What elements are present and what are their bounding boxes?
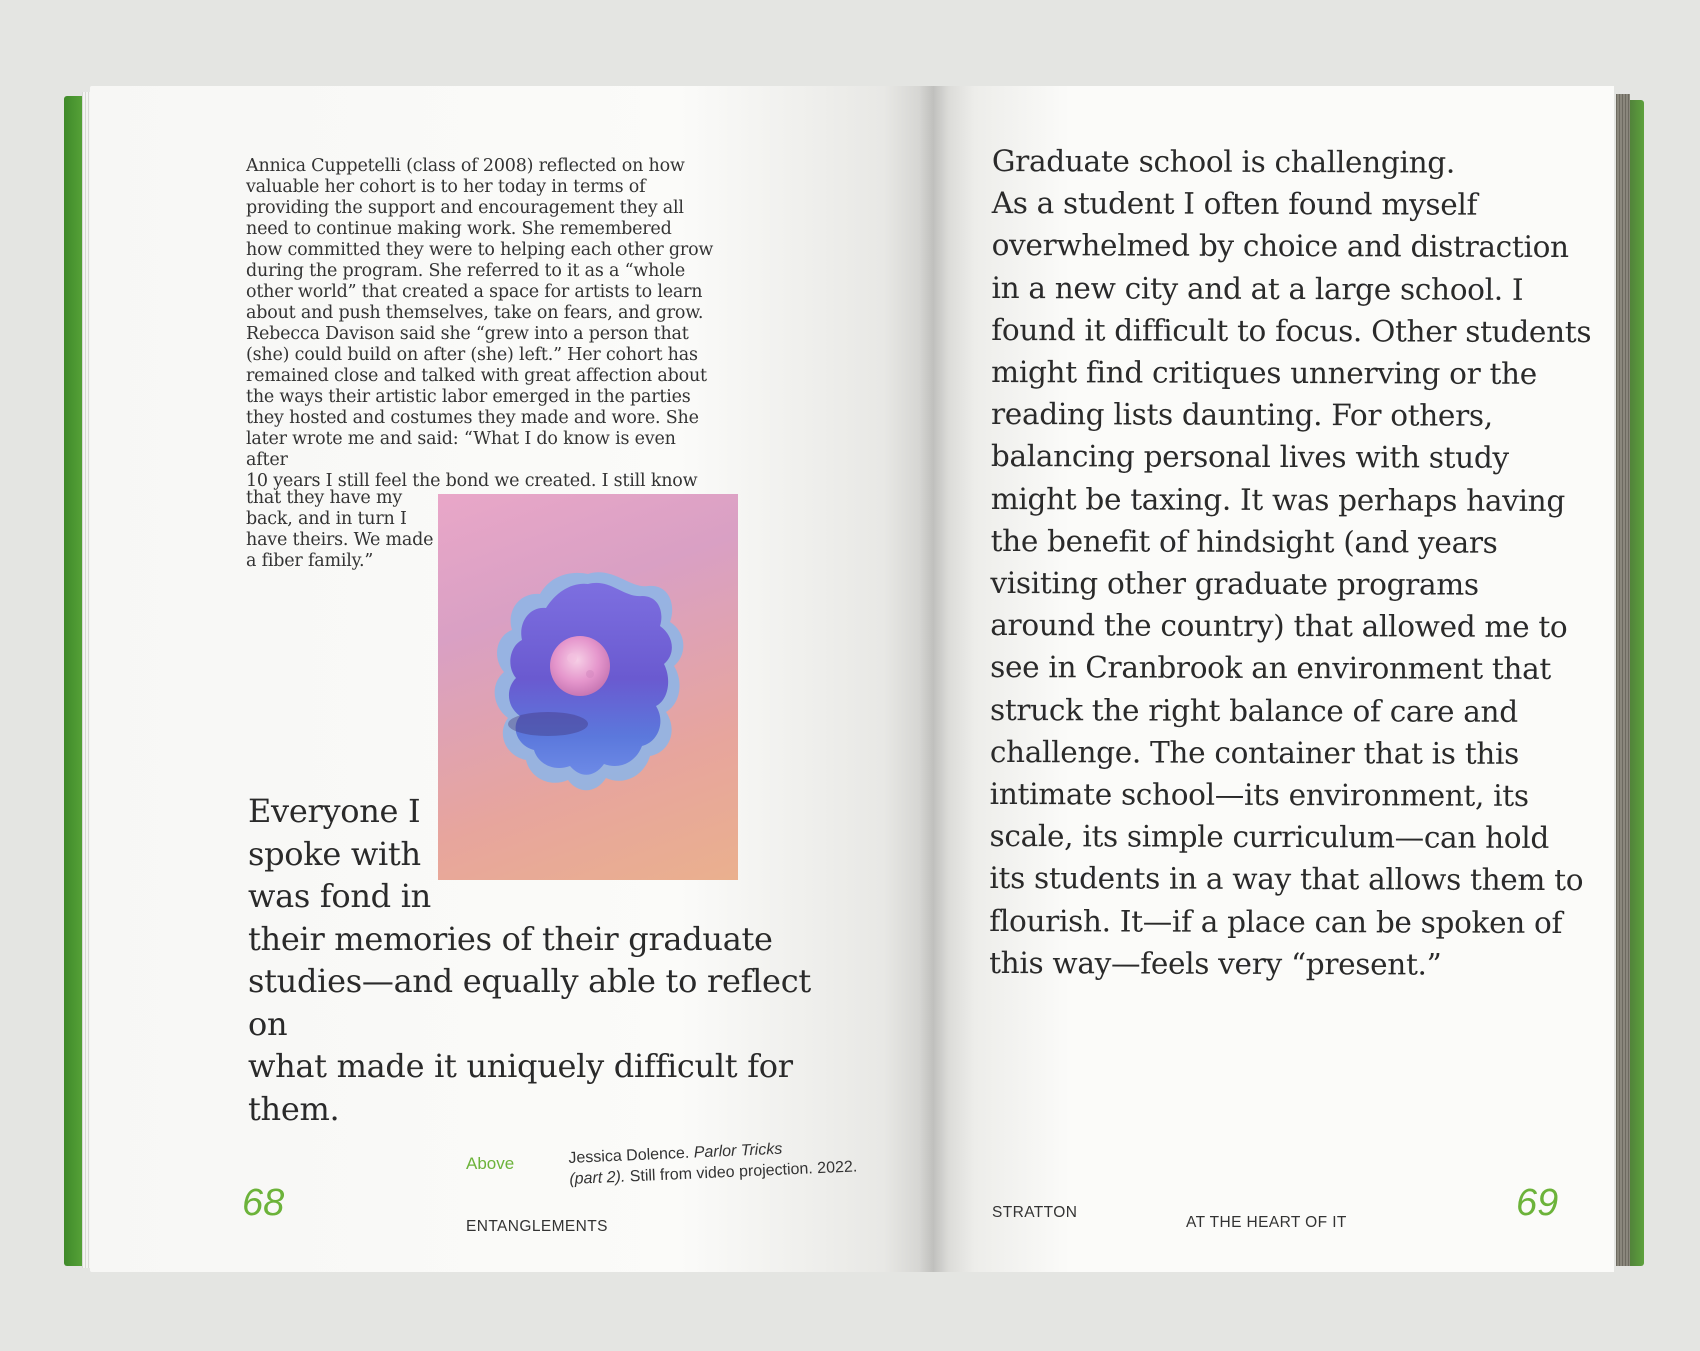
text-line: found it difficult to focus. Other students xyxy=(991,312,1592,349)
caption-title-part: (part 2). xyxy=(569,1168,626,1188)
text-line: spoke with xyxy=(248,834,421,873)
text-line: flourish. It—if a place can be spoken of xyxy=(989,903,1563,940)
running-head-right: AT THE HEART OF IT xyxy=(1186,1214,1347,1231)
text-line: (she) could build on after (she) left.” Her cohort has xyxy=(246,345,698,365)
text-line: struck the right balance of care and xyxy=(989,692,1518,729)
text-line: that they have my xyxy=(246,488,403,508)
text-line: challenge. The container that is this xyxy=(989,734,1520,771)
text-line: other world” that created a space for artists to learn xyxy=(246,282,703,302)
text-line: Rebecca Davison said she “grew into a person that xyxy=(246,324,689,344)
page-68 xyxy=(90,86,934,1272)
text-line: As a student I often found myself xyxy=(991,186,1478,222)
text-line: overwhelmed by choice and distraction xyxy=(991,228,1569,265)
text-line: Graduate school is challenging. xyxy=(991,143,1456,180)
text-line: intimate school—its environment, its xyxy=(989,777,1529,813)
text-line: might be taxing. It was perhaps having xyxy=(990,481,1566,518)
text-line: Everyone I xyxy=(248,792,421,830)
text-line: in a new city and at a large school. I xyxy=(991,270,1524,307)
image-caption xyxy=(568,1134,900,1190)
caption-label: Above xyxy=(466,1154,515,1173)
text-line: during the program. She referred to it as a “whole xyxy=(246,261,686,281)
text-line: see in Cranbrook an environment that xyxy=(990,650,1552,687)
pull-quote xyxy=(248,790,848,1130)
text-line: balancing personal lives with study xyxy=(990,439,1509,476)
text-line: how committed they were to helping each other grow xyxy=(246,240,714,260)
running-head-left: ENTANGLEMENTS xyxy=(466,1218,608,1235)
left-body-text xyxy=(246,156,716,492)
right-body-text xyxy=(989,140,1592,986)
text-line: their memories of their graduate xyxy=(248,919,773,958)
text-line: they hosted and costumes they made and wore. She xyxy=(246,408,699,428)
page-number-left: 68 xyxy=(242,1182,285,1224)
text-line: providing the support and encouragement they all xyxy=(246,198,684,218)
page-stack-right xyxy=(1616,94,1630,1266)
text-line: about and push themselves, take on fears, and grow. xyxy=(246,303,704,323)
text-line: studies—and equally able to reflect on xyxy=(248,962,811,1043)
page-number-right: 69 xyxy=(1516,1182,1559,1224)
running-author: STRATTON xyxy=(992,1204,1078,1221)
text-line: scale, its simple curriculum—can hold xyxy=(989,819,1550,856)
caption-artist: Jessica Dolence. xyxy=(568,1144,690,1167)
text-line: visiting other graduate programs xyxy=(990,566,1479,602)
text-line: valuable her cohort is to her today in terms of xyxy=(246,177,646,197)
text-line: around the country) that allowed me to xyxy=(990,608,1568,645)
text-line: reading lists daunting. For others, xyxy=(990,397,1493,433)
text-line: the ways their artistic labor emerged in the parties xyxy=(246,387,691,407)
text-line: Annica Cuppetelli (class of 2008) reflected on how xyxy=(246,156,685,176)
caption-description: Still from video projection. 2022. xyxy=(629,1158,858,1186)
text-line: later wrote me and said: “What I do know is even after xyxy=(246,429,676,470)
text-line: was fond in xyxy=(248,877,431,915)
left-body-tail xyxy=(246,488,446,572)
text-line: need to continue making work. She remembered xyxy=(246,219,672,239)
text-line: a fiber family.” xyxy=(246,551,374,571)
text-line: 10 years I still feel the bond we created. I still know xyxy=(246,471,698,491)
open-book xyxy=(64,86,1644,1272)
text-line: remained close and talked with great affection about xyxy=(246,366,707,386)
text-line: back, and in turn I xyxy=(246,509,407,529)
text-line: this way—feels very “present.” xyxy=(989,945,1442,982)
text-line: might find critiques unnerving or the xyxy=(991,355,1537,391)
text-line: the benefit of hindsight (and years xyxy=(990,523,1498,560)
page-69 xyxy=(934,86,1614,1272)
text-line: its students in a way that allows them to xyxy=(989,861,1584,898)
caption-title: Parlor Tricks xyxy=(693,1140,783,1162)
text-line: have theirs. We made xyxy=(246,530,434,550)
text-line: what made it uniquely difficult for them. xyxy=(248,1047,793,1128)
